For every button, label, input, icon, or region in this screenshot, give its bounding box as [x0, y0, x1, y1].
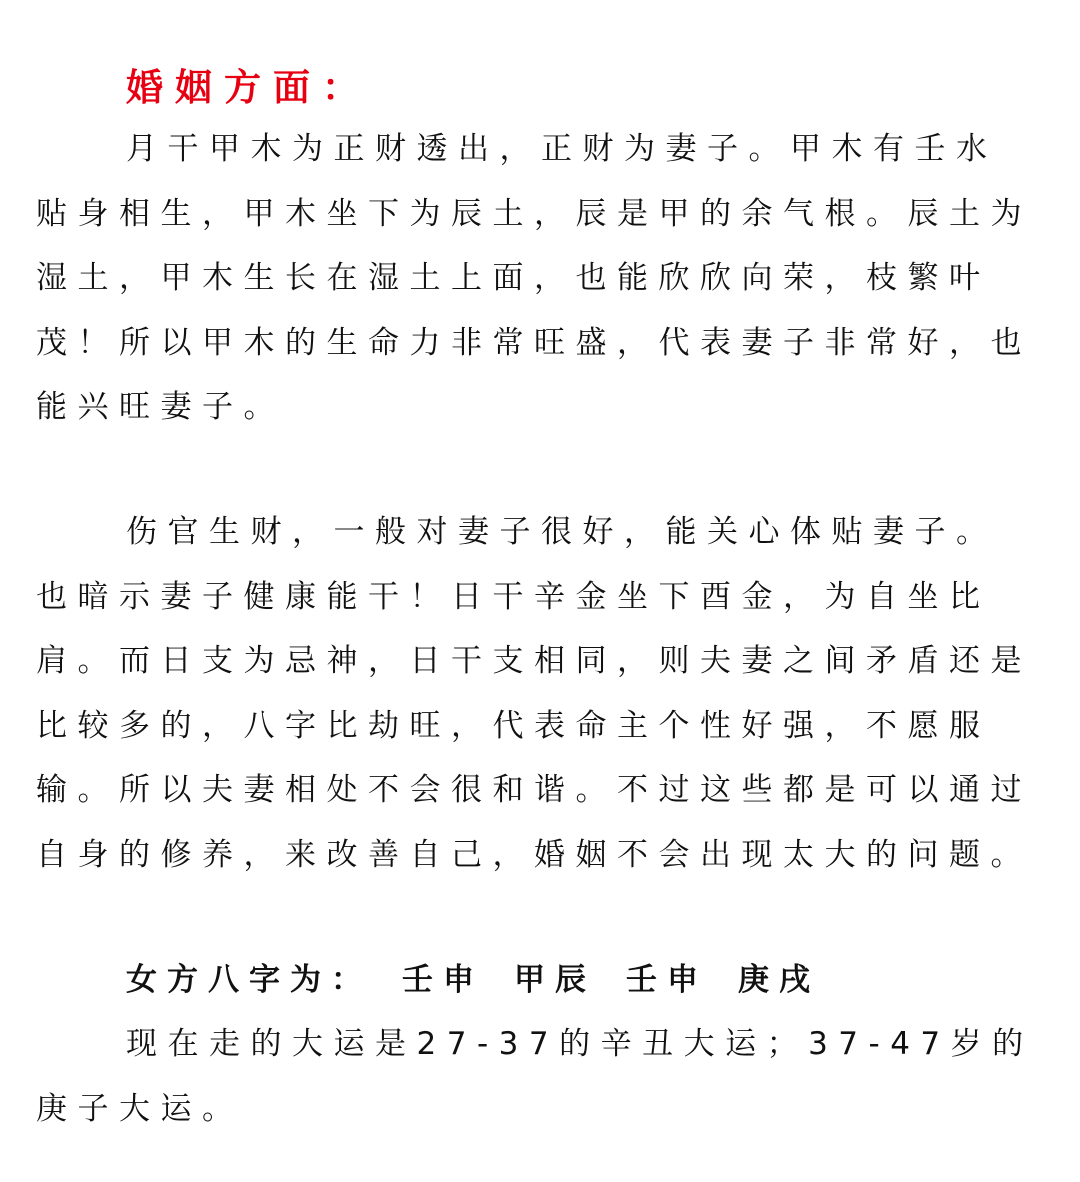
bazi-pillar-day: 壬申: [626, 962, 708, 998]
dayun-paragraph: 现在走的大运是27-37的辛丑大运；37-47岁的庚子大运。: [36, 1026, 1034, 1127]
bazi-pillar-year: 壬申: [402, 962, 484, 998]
bazi-pillar-month: 甲辰: [514, 962, 596, 998]
section-title: 婚姻方面：: [126, 66, 371, 109]
marriage-paragraph-2: 伤官生财，一般对妻子很好，能关心体贴妻子。也暗示妻子健康能干！日干辛金坐下酉金，为自坐比肩。而日支为忌神，日干支相同，则夫妻之间矛盾还是比较多的，八字比劫旺，代表命主个性好强，不愿服输。所以夫妻相处不会很和谐。不过这些都是可以通过自身的修养，来改善自己，婚姻不会出现太大的问题。: [36, 514, 1032, 873]
bazi-label: 女方八字为：: [126, 962, 372, 998]
marriage-paragraph-1: 月干甲木为正财透出，正财为妻子。甲木有壬水贴身相生，甲木坐下为辰土，辰是甲的余气根。辰土为湿土，甲木生长在湿土上面，也能欣欣向荣，枝繁叶茂！所以甲木的生命力非常旺盛，代表妻子非常好，也能兴旺妻子。: [36, 131, 1032, 426]
bazi-line: [126, 948, 820, 1012]
bazi-pillar-hour: 庚戌: [738, 962, 820, 998]
